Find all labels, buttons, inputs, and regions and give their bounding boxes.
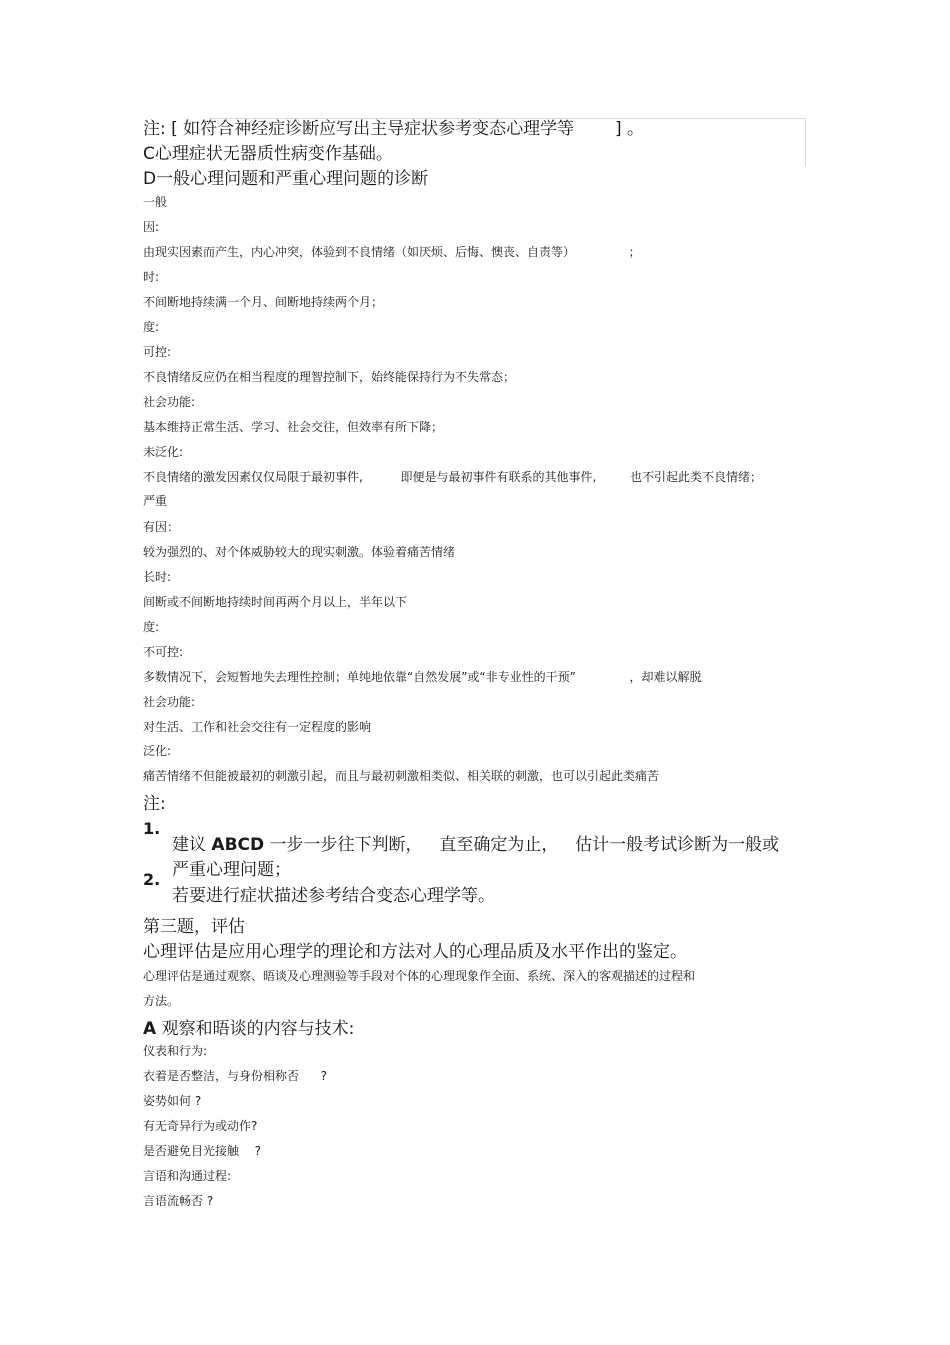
note-item-1-number: 1.: [143, 819, 161, 838]
note-item-2-number: 2.: [143, 870, 161, 889]
question-dress-mark: ?: [320, 1069, 328, 1083]
note-item-1-text-c: 直至确定为止，: [439, 835, 559, 855]
severe-time-text: 间断或不间断地持续时间再两个月以上，半年以下: [143, 595, 408, 609]
note-item-1-text-d: 估计一般考试诊断为一般或: [575, 835, 780, 855]
note-prefix: 注: [: [143, 119, 178, 139]
note-suffix: ] 。: [614, 119, 645, 139]
section3-title: 第三题，评估: [143, 917, 245, 937]
section3-definition: 心理评估是应用心理学的理论和方法对人的心理品质及水平作出的鉴定。: [143, 942, 687, 962]
question-posture: 姿势如何 ?: [143, 1094, 202, 1108]
question-behavior: 有无奇异行为或动作?: [143, 1119, 258, 1133]
question-dress: [143, 1068, 327, 1084]
general-control-label: 可控:: [143, 345, 172, 359]
question-eye-contact-mark: ?: [254, 1144, 262, 1158]
general-cause-end: ；: [628, 245, 641, 259]
section3-a-letter: A: [143, 1019, 157, 1039]
severe-social-text: 对生活、工作和社会交往有一定程度的影响: [143, 720, 372, 734]
question-dress-text: 衣着是否整洁，与身份相称否: [143, 1069, 300, 1083]
general-control-text: 不良情绪反应仍在相当程度的理智控制下，始终能保持行为不失常态；: [143, 370, 516, 384]
general-cause-text: [143, 244, 641, 260]
severe-control-text-a: 多数情况下，会短暂地失去理性控制；单纯地依靠“自然发展”或“非专业性的干预”: [143, 670, 576, 684]
line-d: D一般心理问题和严重心理问题的诊断: [143, 169, 429, 189]
line-c: C心理症状无器质性病变作基础。: [143, 144, 393, 164]
severe-control-text-b: ，却难以解脱: [629, 670, 702, 684]
general-social-text: 基本维持正常生活、学习、社会交往，但效率有所下降；: [143, 420, 444, 434]
note-neurosis: [143, 118, 644, 140]
severe-control-text: [143, 669, 702, 685]
note-item-2-text: 若要进行症状描述参考结合变态心理学等。: [172, 886, 495, 906]
note-item-1-line-2: 严重心理问题；: [172, 860, 291, 880]
section3-a-heading: [143, 1018, 354, 1040]
general-degree-label: 度:: [143, 320, 160, 334]
severe-social-label: 社会功能:: [143, 695, 196, 709]
general-gen-label: 未泛化:: [143, 445, 184, 459]
general-gen-text-a: 不良情绪的激发因素仅仅局限于最初事件,: [143, 470, 363, 484]
question-eye-contact: [143, 1143, 261, 1159]
severe-degree-label: 度:: [143, 620, 160, 634]
severe-cause-label: 有因：: [143, 520, 180, 534]
section3-desc-line-2: 方法。: [143, 994, 180, 1008]
note-item-1-text-b: 一步一步往下判断，: [269, 835, 423, 855]
severe-control-label: 不可控:: [143, 645, 184, 659]
general-gen-text: [143, 469, 762, 485]
note-item-1-line-1: [172, 833, 779, 857]
question-eye-contact-text: 是否避免目光接触: [143, 1144, 240, 1158]
general-time-text: 不间断地持续满一个月、间断地持续两个月；: [143, 295, 384, 309]
note-item-1-bold: ABCD: [211, 835, 265, 855]
general-cause-body: 由现实因素而产生，内心冲突，体验到不良情绪（如厌烦、后悔、懊丧、自责等）: [143, 245, 576, 259]
notes-label: 注:: [143, 794, 166, 814]
speech-label: 言语和沟通过程:: [143, 1169, 232, 1183]
question-fluency: 言语流畅否 ?: [143, 1194, 214, 1208]
section3-desc-line-1: 心理评估是通过观察、晤谈及心理测验等手段对个体的心理现象作全面、系统、深入的客观描述的过程和: [143, 969, 696, 983]
severe-gen-label: 泛化:: [143, 744, 172, 758]
general-cause-label: 因:: [143, 220, 160, 234]
note-item-1-text-a: 建议: [172, 835, 206, 855]
severe-gen-text: 痛苦情绪不但能被最初的刺激引起，而且与最初刺激相类似、相关联的刺激，也可以引起此类痛苦: [143, 769, 660, 783]
general-social-label: 社会功能:: [143, 395, 196, 409]
appearance-label: 仪表和行为:: [143, 1044, 208, 1058]
general-gen-text-b: 即便是与最初事件有联系的其他事件,: [400, 470, 597, 484]
general-time-label: 时:: [143, 270, 160, 284]
severe-cause-text: 较为强烈的、对个体威胁较大的现实刺激。体验着痛苦情绪: [143, 545, 456, 559]
section3-a-title: 观察和晤谈的内容与技术:: [161, 1019, 355, 1039]
severe-heading: 严重: [143, 494, 168, 508]
severe-time-label: 长时:: [143, 570, 172, 584]
note-text: 如符合神经症诊断应写出主导症状参考变态心理学等: [183, 119, 575, 139]
general-heading: 一般: [143, 195, 168, 209]
general-gen-text-c: 也不引起此类不良情绪；: [629, 470, 762, 484]
